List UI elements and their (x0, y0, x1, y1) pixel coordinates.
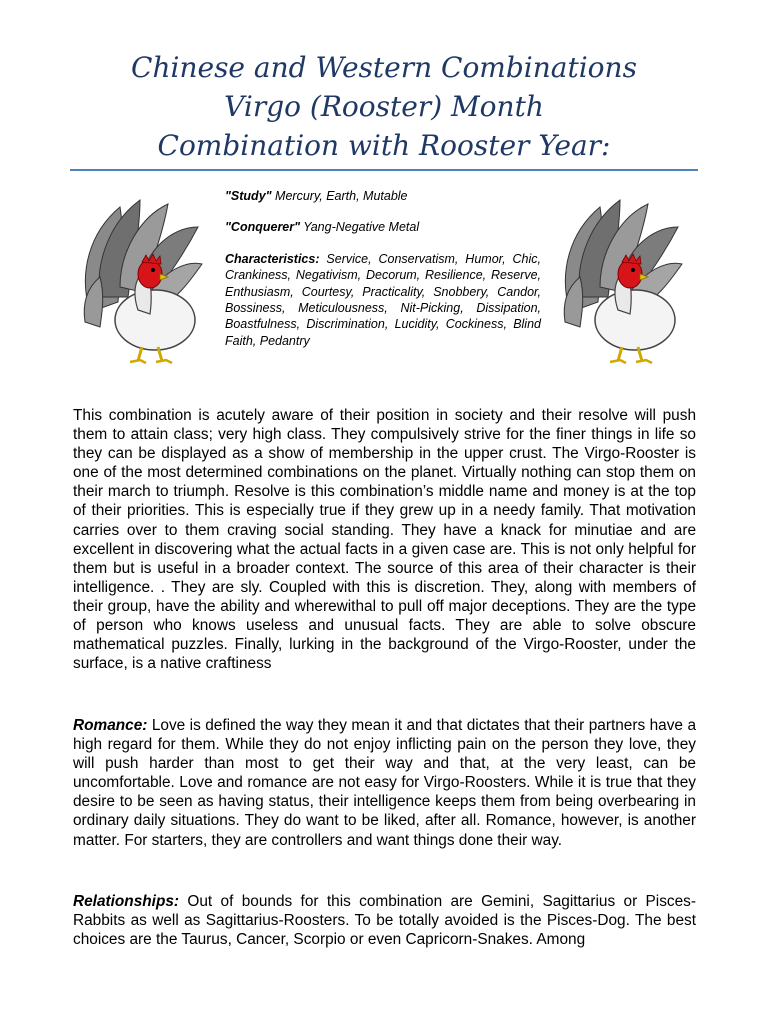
rooster-body (115, 290, 195, 350)
conquerer-label: "Conquerer" (225, 220, 301, 235)
study-label: "Study" (225, 189, 272, 203)
page-title (0, 48, 768, 165)
characteristics-label: Characteristics: (225, 251, 320, 266)
relationships-text: Out of bounds for this combination are Gemini, Sagittarius or Pisces-Rabbits as well as Sagittarius-Roosters. To be totally avoided is the Pisces-Dog. The best choices are the Taurus, Cancer, Scorpio or even Capricorn-Snakes. Among (73, 893, 696, 949)
rooster-comb (138, 260, 162, 288)
rooster-left-icon (80, 192, 205, 367)
romance-paragraph (73, 716, 696, 850)
romance-label: Romance: (73, 717, 148, 734)
title-divider (70, 169, 698, 171)
title-line-1: Chinese and Western Combinations (131, 51, 637, 84)
romance-text: Love is defined the way they mean it and that dictates that their partners have a high regard for them. While they do not enjoy inflicting pain on the person they love, they will push harder than most to get their way and that, at the very least, can be uncomfortable. Love and romance are not easy for Virgo-Roosters. While it is true that they desire to be seen as having status, their intelligence keeps them from being overbearing in ordinary daily situations. They do want to be liked, after all. Romance, however, is another matter. For starters, they are controllers and want things done their way. (73, 717, 696, 849)
relationships-paragraph (73, 892, 696, 949)
rooster-comb (618, 260, 642, 288)
conquerer-line (225, 219, 541, 235)
rooster-right-icon (560, 192, 685, 367)
intro-paragraph: This combination is acutely aware of their position in society and their resolve will push them to attain class; very high class. They compulsively strive for the finer things in life so they can be displayed as a show of membership in the upper crust. The Virgo-Rooster is one of the most determined combinations on the planet. Virtually nothing can stop them on their march to triumph. Resolve is this combination’s middle name and money is at the top of their priorities. This is especially true if they grew up in a needy family. That motivation carries over to them craving social standing. They have a knack for minutiae and are excellent in discovering what the actual facts in a given case are. This is not only helpful for them but is useful in a broader context. The source of this area of their character is their intelligence. . They are sly. Coupled with this is discretion. They, along with members of their group, have the ability and wherewithal to pull off major deceptions. They are the type of person who knows useless and unusual facts. They are able to solve obscure mathematical puzzles. Finally, lurking in the background of the Virgo-Rooster, under the surface, is a native craftiness (73, 407, 696, 673)
attributes-block (225, 188, 541, 364)
study-line (225, 188, 541, 204)
study-value: Mercury, Earth, Mutable (271, 189, 408, 203)
title-line-2: Virgo (Rooster) Month (224, 90, 544, 123)
rooster-body (595, 290, 675, 350)
conquerer-value: Yang-Negative Metal (300, 220, 420, 235)
title-line-3: Combination with Rooster Year: (157, 129, 611, 162)
relationships-label: Relationships: (73, 893, 180, 910)
characteristics-line (225, 251, 541, 349)
characteristics-value: Service, Conservatism, Humor, Chic, Crankiness, Negativism, Decorum, Resilience, Reserve, Enthusiasm, Courtesy, Practicality, Snobbery, Candor, Bossiness, Meticulousness, Nit-Picking, Dissipation, Boastfulness, Discrimination, Lucidity, Cockiness, Blind Faith, Pedantry (225, 251, 541, 348)
